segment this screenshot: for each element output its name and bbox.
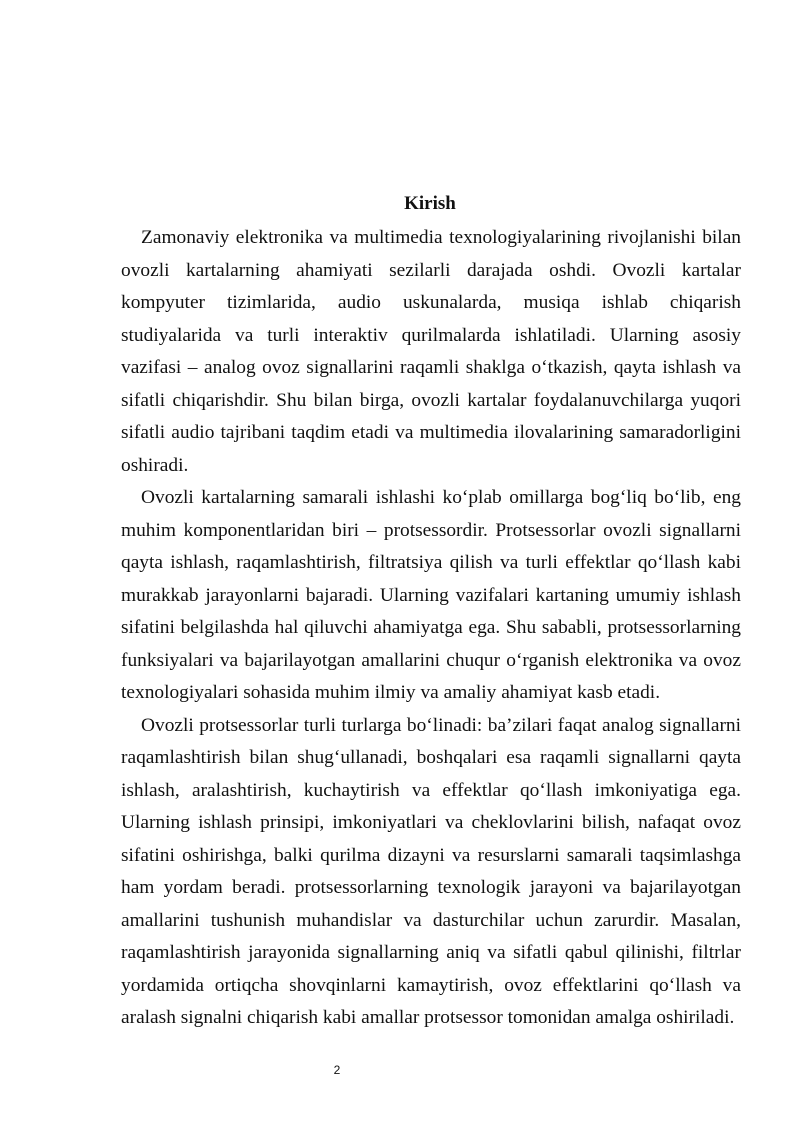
paragraph-1: Zamonaviy elektronika va multimedia texnologiyalarining rivojlanishi bilan ovozli kartalarning ahamiyati sezilarli darajada oshdi. Ovozli kartalar kompyuter tizimlarida, audio uskunalarda, musiqa ishlab chiqarish studiyalarida va turli interaktiv qurilmalarda ishlatiladi. Ularning asosiy vazifasi – analog ovoz signallarini raqamli shaklga o‘tkazish, qayta ishlash va sifatli chiqarishdir. Shu bilan birga, ovozli kartalar foydalanuvchilarga yuqori sifatli audio tajribani taqdim etadi va multimedia ilovalarining samaradorligini oshiradi. (121, 227, 741, 476)
paragraph-2: Ovozli kartalarning samarali ishlashi ko‘plab omillarga bog‘liq bo‘lib, eng muhim komponentlaridan biri – protsessordir. Protsessorlar ovozli signallarni qayta ishlash, raqamlashtirish, filtratsiya qilish va turli effektlar qo‘llash kabi murakkab jarayonlarni bajaradi. Ularning vazifalari kartaning umumiy ishlash sifatini belgilashda hal qiluvchi ahamiyatga ega. Shu sababli, protsessorlarning funksiyalari va bajarilayotgan amallarini chuqur o‘rganish elektronika va ovoz texnologiyalari sohasida muhim ilmiy va amaliy ahamiyat kasb etadi. (121, 487, 741, 703)
paragraph-3: Ovozli protsessorlar turli turlarga bo‘linadi: ba’zilari faqat analog signallarni raqamlashtirish bilan shug‘ullanadi, boshqalari esa raqamli signallarni qayta ishlash, aralashtirish, kuchaytirish va effektlar qo‘llash imkoniyatiga ega. Ularning ishlash prinsipi, imkoniyatlari va cheklovlarini bilish, nafaqat ovoz sifatini oshirishga, balki qurilma dizayni va resurslarni samarali taqsimlashga ham yordam beradi. protsessorlarning texnologik jarayoni va bajarilayotgan amallarini tushunish muhandislar va dasturchilar uchun zarurdir. Masalan, raqamlashtirish jarayonida signallarning aniq va sifatli qabul qilinishi, filtrlar yordamida ortiqcha shovqinlarni kamaytirish, ovoz effektlarini qo‘llash va aralash signalni chiqarish kabi amallar protsessor tomonidan amalga oshiriladi. (121, 714, 741, 1028)
section-heading: Kirish (404, 193, 456, 214)
page-number: 2 (333, 1063, 341, 1077)
body-text (121, 222, 741, 1035)
